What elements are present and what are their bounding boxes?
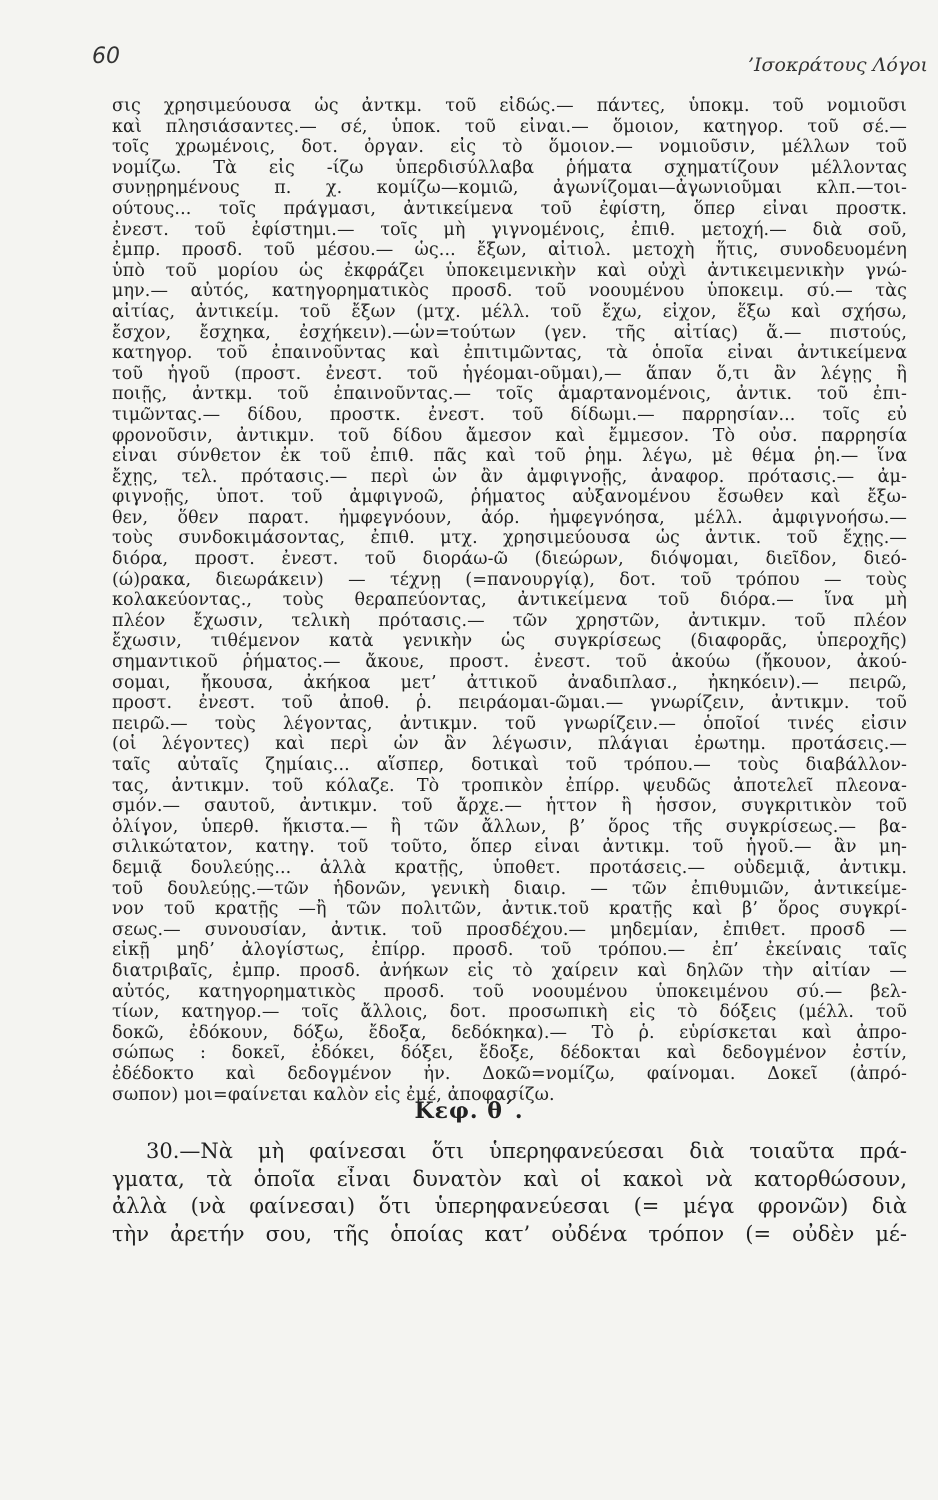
chapter-heading: Κεφ. θ΄. — [414, 1098, 524, 1124]
main-text-line: ἀλλὰ (νὰ φαίνεσαι) ὅτι ὑπερηφανεύεσαι (= μέγα φρονῶν) διὰ — [112, 1194, 907, 1218]
commentary-line: ὀλίγον, ὑπερθ. ἥκιστα.— ἢ τῶν ἄλλων, β’ ὅρος τῆς συγκρίσεως.— βα- — [112, 816, 907, 837]
commentary-line: πλέον ἔχωσιν, τελικὴ πρότασις.— τῶν χρηστῶν, ἀντικμν. τοῦ πλέον — [112, 610, 907, 631]
commentary-line: σωπον) μοι=φαίνεται καλὸν εἰς ἐμέ, ἀποφασίζω. — [112, 1084, 555, 1105]
commentary-line: ποιῇς, ἀντκμ. τοῦ ἐπαινοῦντας.— τοῖς ἁμαρτανομένοις, ἀντικ. τοῦ ἐπι- — [112, 384, 907, 405]
commentary-line: σώπως : δοκεῖ, ἐδόκει, δόξει, ἔδοξε, δέδοκται καὶ δεδογμένον ἐστίν, — [112, 1043, 907, 1064]
main-text-line: τὴν ἀρετήν σου, τῆς ὁποίας κατ’ οὐδένα τρόπον (= οὐδὲν μέ- — [112, 1221, 907, 1246]
commentary-line: (οἱ λέγοντες) καὶ περὶ ὧν ἂν λέγωσιν, πλάγιαι ἐρωτημ. προτάσεις.— — [112, 734, 907, 755]
commentary-line: νον τοῦ κρατῇς —ἢ τῶν πολιτῶν, ἀντικ.τοῦ κρατῇς καὶ β’ ὅρος συγκρί- — [112, 899, 907, 920]
commentary-line: σομαι, ἤκουσα, ἀκήκοα μετ’ ἀττικοῦ ἀναδιπλασ., ἠκηκόειν).— πειρῶ, — [112, 672, 907, 693]
commentary-line: ἐδέδοκτο καὶ δεδογμένον ἦν. Δοκῶ=νομίζω, φαίνομαι. Δοκεῖ (ἀπρό- — [112, 1063, 907, 1084]
commentary-line: ὑπὸ τοῦ μορίου ὡς ἐκφράζει ὑποκειμενικὴν καὶ οὐχὶ ἀντικειμενικὴν γνώ- — [112, 260, 907, 281]
commentary-line: κατηγορ. τοῦ ἐπαινοῦντας καὶ ἐπιτιμῶντας, τὰ ὁποῖα εἶναι ἀντικείμενα — [112, 343, 907, 364]
commentary-line: τοῦ δουλεύῃς.—τῶν ἡδονῶν, γενικὴ διαιρ. — τῶν ἐπιθυμιῶν, ἀντικείμε- — [112, 878, 907, 899]
commentary-line: εἶναι σύνθετον ἐκ τοῦ ἐπιθ. πᾶς καὶ τοῦ ῥημ. λέγω, μὲ θέμα ῥη.— ἵνα — [112, 446, 907, 467]
page-header — [0, 44, 938, 84]
commentary-line: σημαντικοῦ ῥήματος.— ἄκουε, προστ. ἐνεστ. τοῦ ἀκούω (ἤκουον, ἀκού- — [112, 652, 907, 673]
commentary-line: προστ. ἐνεστ. τοῦ ἀποθ. ῥ. πειράομαι-ῶμαι.— γνωρίζειν, ἀντικμν. τοῦ — [112, 693, 907, 714]
commentary-line: διατριβαῖς, ἐμπρ. προσδ. ἀνήκων εἰς τὸ χαίρειν καὶ δηλῶν τὴν αἰτίαν — — [112, 960, 907, 981]
commentary-line: φρονοῦσιν, ἀντικμν. τοῦ δίδου ἄμεσον καὶ ἔμμεσον. Τὸ οὐσ. παρρησία — [112, 425, 907, 446]
commentary-line: τιμῶντας.— δίδου, προστκ. ἐνεστ. τοῦ δίδωμι.— παρρησίαν... τοῖς εὖ — [112, 404, 907, 425]
commentary-line: δεμιᾷ δουλεύῃς... ἀλλὰ κρατῇς, ὑποθετ. προτάσεις.— οὐδεμιᾷ, ἀντικμ. — [112, 857, 907, 878]
commentary-line: σιλικώτατον, κατηγ. τοῦ τοῦτο, ὅπερ εἶναι ἀντικμ. τοῦ ἡγοῦ.— ἂν μη- — [112, 837, 907, 858]
commentary-line: δοκῶ, ἐδόκουν, δόξω, ἔδοξα, δεδόκηκα).— Τὸ ῥ. εὑρίσκεται καὶ ἀπρο- — [112, 1022, 907, 1043]
commentary-line: αἰτίας, ἀντικείμ. τοῦ ἔξων (μτχ. μέλλ. τοῦ ἔχω, εἶχον, ἕξω καὶ σχήσω, — [112, 301, 907, 322]
commentary-line: ἔσχον, ἔσχηκα, ἐσχήκειν).—ὧν=τούτων (γεν. τῆς αἰτίας) ἅ.— πιστούς, — [112, 322, 907, 343]
commentary-block — [112, 96, 907, 1105]
commentary-line: συνῃρημένους π. χ. κομίζω—κομιῶ, ἀγωνίζομαι—ἀγωνιοῦμαι κλπ.—τοι- — [112, 178, 907, 199]
commentary-line: πειρῶ.— τοὺς λέγοντας, ἀντικμν. τοῦ γνωρίζειν.— ὁποῖοί τινές εἰσιν — [112, 713, 907, 734]
commentary-line: εἰκῇ μηδ’ ἀλογίστως, ἐπίρρ. προσδ. τοῦ τρόπου.— ἐπ’ ἐκείναις ταῖς — [112, 940, 907, 961]
commentary-line: κολακεύοντας., τοὺς θεραπεύοντας, ἀντικείμενα τοῦ διόρα.— ἵνα μὴ — [112, 590, 907, 611]
commentary-line: τας, ἀντικμν. τοῦ κόλαζε. Τὸ τροπικὸν ἐπίρρ. ψευδῶς ἀποτελεῖ πλεονα- — [112, 775, 907, 796]
commentary-line: τοῦ ἡγοῦ (προστ. ἐνεστ. τοῦ ἡγέομαι-οῦμαι),— ἅπαν ὅ,τι ἂν λέγῃς ἢ — [112, 363, 907, 384]
page-number: 60 — [92, 44, 120, 69]
commentary-line: ούτους... τοῖς πράγμασι, ἀντικείμενα τοῦ ἐφίστη, ὅπερ εἶναι προστκ. — [112, 198, 907, 219]
commentary-line: ταῖς αὐταῖς ζημίαις... αἵσπερ, δοτικαὶ τοῦ τρόπου.— τοὺς διαβάλλον- — [112, 755, 907, 775]
commentary-line: αὐτός, κατηγορηματικὸς προσδ. τοῦ νοουμένου ὑποκειμένου σύ.— βελ- — [112, 981, 907, 1002]
commentary-line: ἐνεστ. τοῦ ἐφίστημι.— τοῖς μὴ γιγνομένοις, ἐπιθ. μετοχή.— διὰ σοῦ, — [112, 219, 907, 240]
commentary-line: (ώ)ρακα, διεωράκειν) — τέχνῃ (=πανουργίᾳ), δοτ. τοῦ τρόπου — τοὺς — [112, 569, 907, 590]
commentary-line: μην.— αὐτός, κατηγορηματικὸς προσδ. τοῦ νοουμένου ὑποκειμ. σύ.— τὰς — [112, 281, 907, 302]
commentary-line: τοῖς χρωμένοις, δοτ. ὀργαν. εἰς τὸ ὅμοιον.— νομιοῦσιν, μέλλων τοῦ — [112, 137, 907, 158]
commentary-line: σις χρησιμεύουσα ὡς ἀντκμ. τοῦ εἰδώς.— πάντες, ὑποκμ. τοῦ νομιοῦσι — [112, 96, 907, 116]
commentary-line: θεν, ὅθεν παρατ. ἠμφεγνόουν, ἀόρ. ἠμφεγνόησα, μέλλ. ἀμφιγνοήσω.— — [112, 507, 907, 528]
commentary-line: φιγνοῇς, ὑποτ. τοῦ ἀμφιγνοῶ, ῥήματος αὐξανομένου ἔσωθεν καὶ ἔξω- — [112, 487, 907, 508]
commentary-line: τίων, κατηγορ.— τοῖς ἄλλοις, δοτ. προσωπικὴ εἰς τὸ δόξεις (μέλλ. τοῦ — [112, 1002, 907, 1023]
main-text-line: γματα, τὰ ὁποῖα εἶναι δυνατὸν καὶ οἱ κακοὶ νὰ κατορθώσουν, — [112, 1166, 907, 1191]
commentary-line: ἐμπρ. προσδ. τοῦ μέσου.— ὡς... ἔξων, αἰτιολ. μετοχὴ ἥτις, συνοδευομένη — [112, 240, 907, 261]
commentary-line: νομίζω. Τὰ εἰς -ίζω ὑπερδισύλλαβα ῥήματα σχηματίζουν μέλλοντας — [112, 157, 907, 178]
commentary-line: ἔχῃς, τελ. πρότασις.— περὶ ὧν ἂν ἀμφιγνοῇς, ἀναφορ. πρότασις.— ἀμ- — [112, 466, 907, 487]
commentary-line: σμόν.— σαυτοῦ, ἀντικμν. τοῦ ἄρχε.— ἧττον ἢ ἧσσον, συγκριτικὸν τοῦ — [112, 796, 907, 817]
commentary-line: σεως.— συνουσίαν, ἀντικ. τοῦ προσδέχου.— μηδεμίαν, ἐπιθετ. προσδ — — [112, 919, 907, 940]
commentary-line: τοὺς συνδοκιμάσοντας, ἐπιθ. μτχ. χρησιμεύουσα ὡς ἀντικ. τοῦ ἔχῃς.— — [112, 528, 907, 549]
main-text-block — [112, 1138, 907, 1248]
running-title: ’Ισοκράτους Λόγοι — [748, 54, 928, 76]
commentary-line: καὶ πλησιάσαντες.— σέ, ὑποκ. τοῦ εἶναι.— ὅμοιον, κατηγορ. τοῦ σέ.— — [112, 116, 907, 137]
main-text-line: 30.—Νὰ μὴ φαίνεσαι ὅτι ὑπερηφανεύεσαι διὰ τοιαῦτα πρά- — [146, 1139, 907, 1163]
commentary-line: διόρα, προστ. ἐνεστ. τοῦ διοράω-ῶ (διεώρων, διόψομαι, διεῖδον, διεό- — [112, 549, 907, 570]
commentary-line: ἔχωσιν, τιθέμενον κατὰ γενικὴν ὡς συγκρίσεως (διαφορᾶς, ὑπεροχῆς) — [112, 631, 907, 652]
